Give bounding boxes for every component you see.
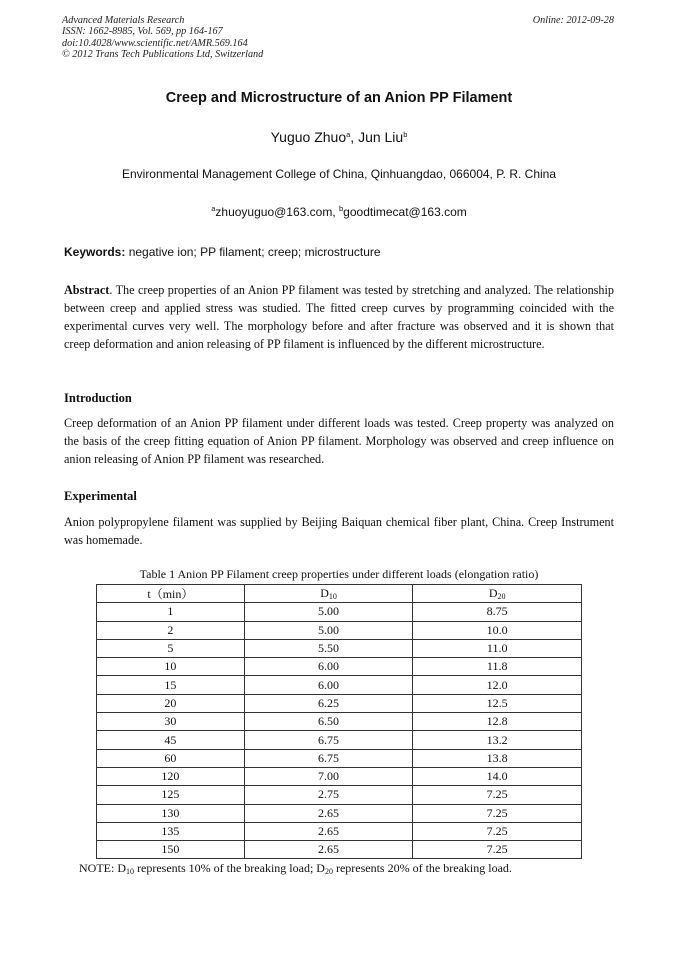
- author-2-sup: b: [403, 130, 408, 139]
- email-1-sup: a: [211, 204, 216, 213]
- experimental-heading: Experimental: [64, 489, 137, 503]
- author-1-name: Yuguo Zhuo: [270, 129, 347, 145]
- creep-table: [96, 584, 582, 859]
- introduction-text: Creep deformation of an Anion PP filament under different loads was tested. Creep property was analyzed on the basis of the creep fitting equation of Anion PP filament. Morphology was observed and creep influence on anion releasing of Anion PP filament was researched.: [64, 416, 614, 466]
- abstract: [64, 281, 614, 353]
- cell-d20: 11.8: [413, 658, 582, 676]
- table-header-row: [97, 585, 582, 603]
- cell-time: 30: [97, 713, 245, 731]
- cell-d10: 7.00: [244, 767, 413, 785]
- keywords-label: Keywords:: [64, 245, 126, 259]
- affiliation: Environmental Management College of China, Qinhuangdao, 066004, P. R. China: [121, 167, 557, 181]
- header-d20-sub: 20: [497, 592, 506, 602]
- note-sub-2: 20: [324, 867, 333, 876]
- cell-d10: 2.75: [244, 786, 413, 804]
- note-part-2: represents 10% of the breaking load; D: [134, 861, 325, 875]
- cell-d10: 6.00: [244, 676, 413, 694]
- table-row: [97, 639, 582, 657]
- cell-time: 135: [97, 822, 245, 840]
- table-row: [97, 749, 582, 767]
- cell-time: 10: [97, 658, 245, 676]
- journal-copyright: © 2012 Trans Tech Publications Ltd, Switzerland: [62, 49, 264, 61]
- header-time: t（min）: [97, 585, 245, 603]
- table-row: [97, 713, 582, 731]
- header-d20: [413, 585, 582, 603]
- cell-d10: 5.00: [244, 603, 413, 621]
- cell-d10: 6.75: [244, 731, 413, 749]
- cell-time: 60: [97, 749, 245, 767]
- cell-d20: 10.0: [413, 621, 582, 639]
- abstract-label: Abstract: [64, 283, 110, 297]
- keywords-text: negative ion; PP filament; creep; microstructure: [125, 245, 381, 259]
- cell-d20: 12.5: [413, 694, 582, 712]
- header-d10-sub: 10: [328, 592, 337, 602]
- email-2-sup: b: [339, 204, 344, 213]
- journal-doi: doi:10.4028/www.scientific.net/AMR.569.164: [62, 37, 248, 49]
- cell-d20: 7.25: [413, 822, 582, 840]
- cell-d20: 12.0: [413, 676, 582, 694]
- author-line: [0, 129, 678, 145]
- cell-d20: 14.0: [413, 767, 582, 785]
- cell-d10: 2.65: [244, 804, 413, 822]
- header-d10: [244, 585, 413, 603]
- cell-d20: 13.2: [413, 731, 582, 749]
- cell-time: 130: [97, 804, 245, 822]
- cell-time: 5: [97, 639, 245, 657]
- journal-issn: ISSN: 1662-8985, Vol. 569, pp 164-167: [62, 26, 223, 38]
- journal-name: Advanced Materials Research: [62, 15, 185, 26]
- cell-time: 45: [97, 731, 245, 749]
- cell-d20: 13.8: [413, 749, 582, 767]
- email-line: [0, 204, 678, 219]
- cell-d10: 6.00: [244, 658, 413, 676]
- author-1-sup: a: [346, 130, 351, 139]
- cell-time: 125: [97, 786, 245, 804]
- cell-d20: 11.0: [413, 639, 582, 657]
- cell-d20: 7.25: [413, 786, 582, 804]
- table-row: [97, 804, 582, 822]
- cell-d20: 7.25: [413, 841, 582, 859]
- table-row: [97, 658, 582, 676]
- experimental-text: Anion polypropylene filament was supplied by Beijing Baiquan chemical fiber plant, China. Creep Instrument was homemade.: [64, 515, 614, 547]
- cell-time: 120: [97, 767, 245, 785]
- cell-time: 150: [97, 841, 245, 859]
- note-part-1: NOTE: D: [79, 861, 126, 875]
- cell-time: 15: [97, 676, 245, 694]
- table-row: [97, 822, 582, 840]
- cell-time: 1: [97, 603, 245, 621]
- cell-time: 2: [97, 621, 245, 639]
- paper-title: Creep and Microstructure of an Anion PP Filament: [165, 90, 513, 106]
- author-separator: ,: [350, 129, 359, 145]
- cell-d10: 5.00: [244, 621, 413, 639]
- table-row: [97, 621, 582, 639]
- journal-header: [62, 15, 263, 61]
- table-row: [97, 767, 582, 785]
- cell-time: 20: [97, 694, 245, 712]
- table-row: [97, 676, 582, 694]
- cell-d10: 6.50: [244, 713, 413, 731]
- email-1: zhuoyuguo@163.com,: [215, 205, 339, 219]
- cell-d20: 7.25: [413, 804, 582, 822]
- introduction-heading: Introduction: [64, 391, 132, 405]
- email-2: goodtimecat@163.com: [343, 205, 467, 219]
- abstract-text: . The creep properties of an Anion PP filament was tested by stretching and analyzed. The relationship between creep and applied stress was studied. The fitted creep curves by programming coincided with the experimental curves very well. The morphology before and after fracture was observed and it is shown that creep deformation and anion releasing of PP filament is influenced by the different microstructure.: [64, 283, 614, 351]
- table-row: [97, 731, 582, 749]
- author-2-name: Jun Liu: [358, 129, 404, 145]
- note-sub-1: 10: [126, 867, 134, 876]
- table-row: [97, 786, 582, 804]
- header-d10-base: D: [320, 586, 329, 601]
- note-part-3: represents 20% of the breaking load.: [332, 861, 512, 875]
- table-row: [97, 603, 582, 621]
- cell-d10: 5.50: [244, 639, 413, 657]
- cell-d20: 12.8: [413, 713, 582, 731]
- keywords: [64, 245, 381, 259]
- cell-d10: 2.65: [244, 841, 413, 859]
- header-d20-base: D: [488, 586, 498, 601]
- table-caption: Table 1 Anion PP Filament creep properties under different loads (elongation ratio): [139, 567, 539, 581]
- cell-d10: 6.25: [244, 694, 413, 712]
- table-row: [97, 841, 582, 859]
- online-date: Online: 2012-09-28: [532, 15, 614, 26]
- table-row: [97, 694, 582, 712]
- table-note: [79, 861, 512, 876]
- cell-d20: 8.75: [413, 603, 582, 621]
- cell-d10: 2.65: [244, 822, 413, 840]
- cell-d10: 6.75: [244, 749, 413, 767]
